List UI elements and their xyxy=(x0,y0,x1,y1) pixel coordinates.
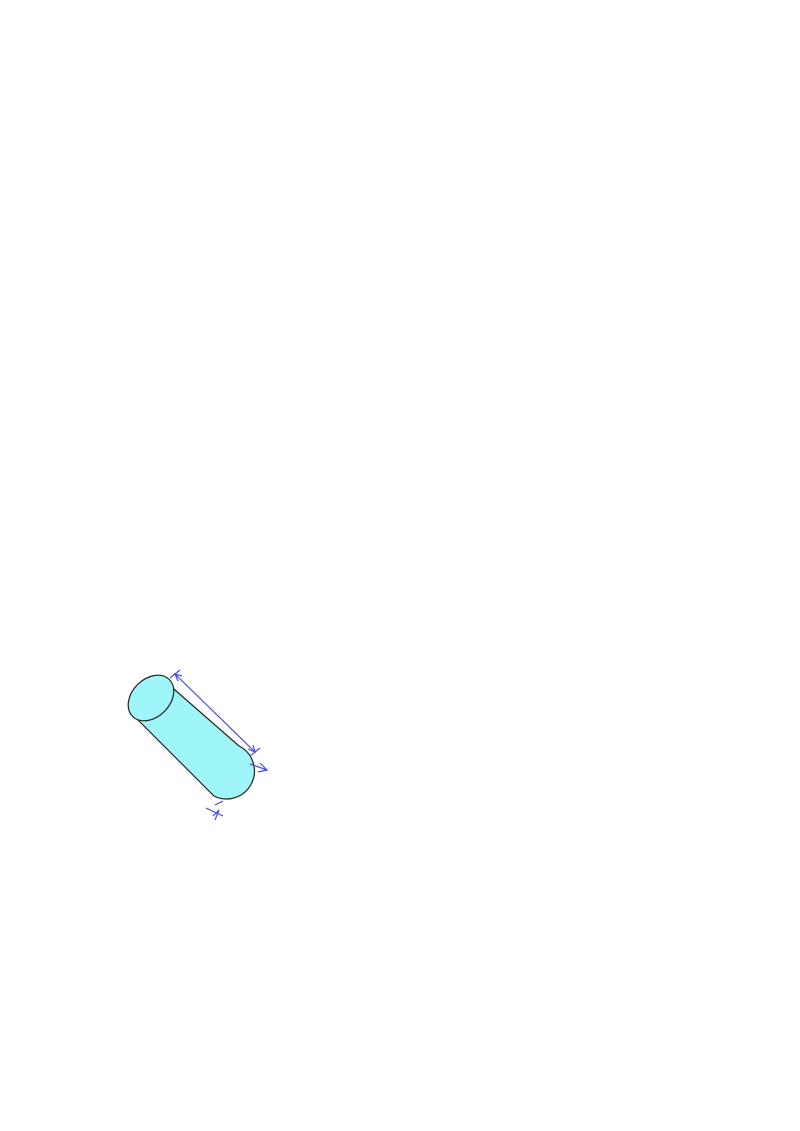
question-5-options-row2 xyxy=(121,928,681,950)
question-2-options-row1 xyxy=(121,348,681,370)
cylinder-diagram xyxy=(110,660,310,830)
question-3-options xyxy=(121,467,681,489)
cylinder-figure xyxy=(110,660,310,830)
question-4-options xyxy=(121,568,681,590)
question-1-options xyxy=(121,248,681,270)
question-2-options-row2 xyxy=(121,388,681,410)
question-5-options-row1 xyxy=(121,870,681,892)
